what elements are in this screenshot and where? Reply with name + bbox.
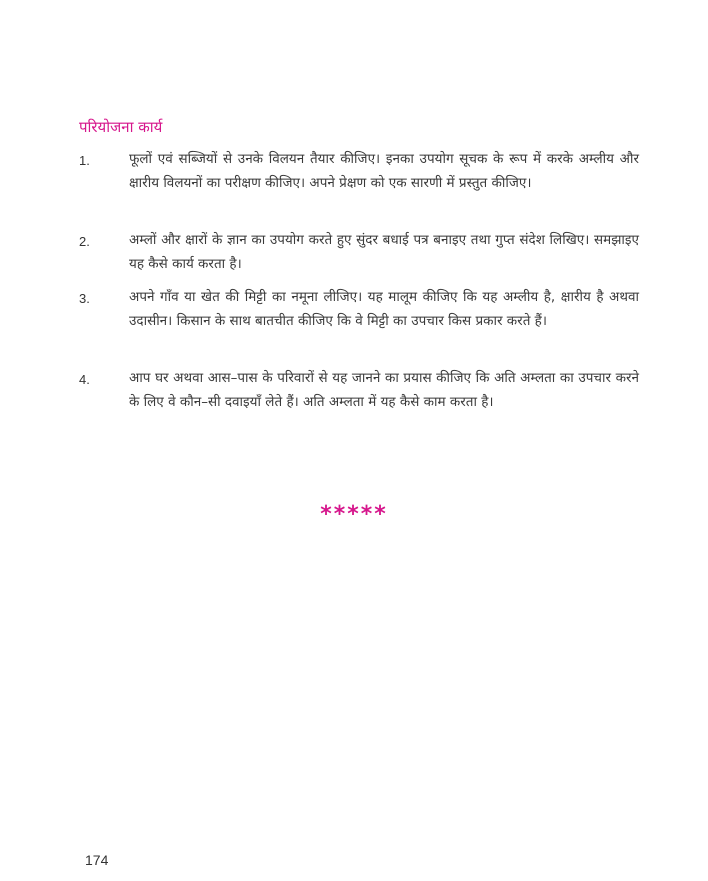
item-text: अपने गाँव या खेत की मिट्टी का नमूना लीजिए। यह मालूम कीजिए कि यह अम्लीय है, क्षारीय है अथवा उदासीन। किसान के साथ बातचीत कीजिए कि वे मिट्टी का उपचार किस प्रकार करते हैं।	[129, 289, 639, 329]
item-text: आप घर अथवा आस–पास के परिवारों से यह जानने का प्रयास कीजिए कि अति अम्लता का उपचार करने के लिए वे कौन–सी दवाइयाँ लेते हैं। अति अम्लता में यह कैसे काम करता है।	[129, 370, 639, 410]
item-number: 1.	[79, 153, 90, 168]
item-text: फूलों एवं सब्जियों से उनके विलयन तैयार कीजिए। इनका उपयोग सूचक के रूप में करके अम्लीय और क्षारीय विलयनों का परीक्षण कीजिए। अपने प्रेक्षण को एक सारणी में प्रस्तुत कीजिए।	[129, 151, 639, 191]
page-number: 174	[85, 852, 109, 868]
item-text: अम्लों और क्षारों के ज्ञान का उपयोग करते हुए सुंदर बधाई पत्र बनाइए तथा गुप्त संदेश लिखिए। समझाइए यह कैसे कार्य करता है।	[129, 232, 639, 272]
section-separator-stars: *****	[320, 502, 388, 527]
section-heading: परियोजना कार्य	[79, 118, 163, 136]
item-number: 3.	[79, 291, 90, 306]
item-number: 2.	[79, 234, 90, 249]
item-number: 4.	[79, 372, 90, 387]
